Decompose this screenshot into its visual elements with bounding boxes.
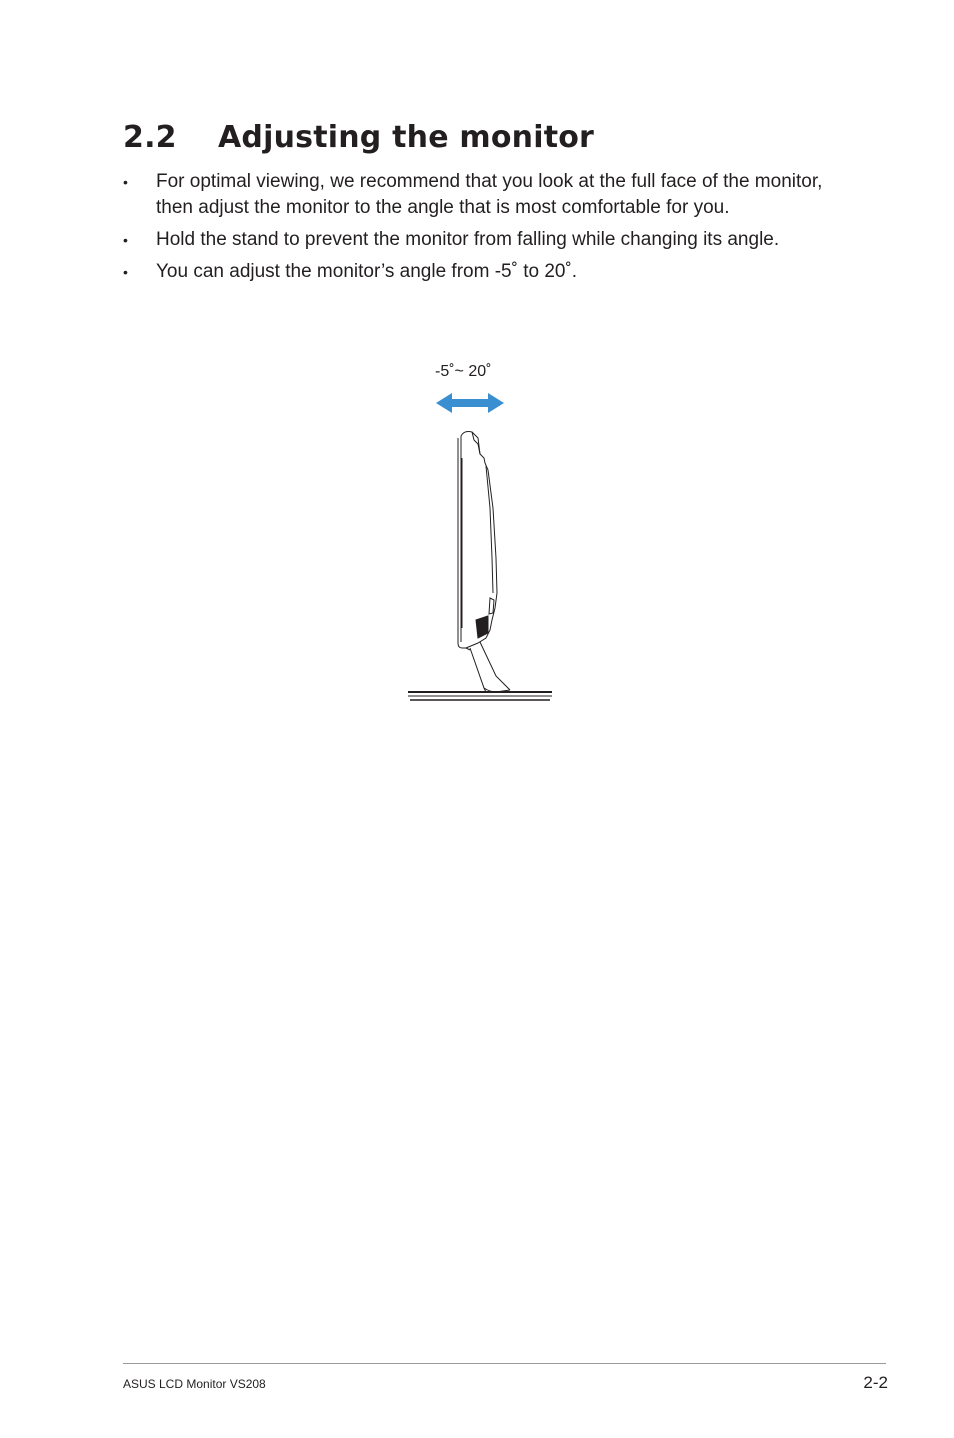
footer-product-name: ASUS LCD Monitor VS208: [123, 1377, 266, 1391]
bullet-marker: •: [123, 264, 128, 280]
monitor-tilt-figure: [400, 358, 560, 708]
double-arrow-icon: [436, 393, 504, 413]
tilt-angle-label: -5˚~ 20˚: [435, 363, 492, 380]
list-item: [123, 259, 843, 285]
section-heading: [123, 118, 594, 158]
list-item-text: You can adjust the monitor’s angle from -5˚ to 20˚.: [156, 261, 578, 282]
list-item-text: For optimal viewing, we recommend that you look at the full face of the monitor, then adjust the monitor to the angle that is most comfortable for you.: [156, 171, 823, 218]
instruction-list: [123, 169, 843, 291]
bullet-marker: •: [123, 174, 128, 190]
list-item: [123, 227, 843, 253]
list-item-text: Hold the stand to prevent the monitor from falling while changing its angle.: [156, 229, 780, 250]
section-number: 2.2: [123, 120, 177, 155]
list-item: [123, 169, 843, 221]
section-title: Adjusting the monitor: [218, 120, 595, 155]
bullet-marker: •: [123, 232, 128, 248]
monitor-side-view-illustration: [400, 358, 560, 708]
footer-divider: [123, 1363, 886, 1364]
monitor-panel: [458, 432, 497, 651]
monitor-base: [408, 692, 552, 700]
monitor-stand: [470, 642, 510, 692]
footer-page-number: 2-2: [863, 1373, 888, 1392]
